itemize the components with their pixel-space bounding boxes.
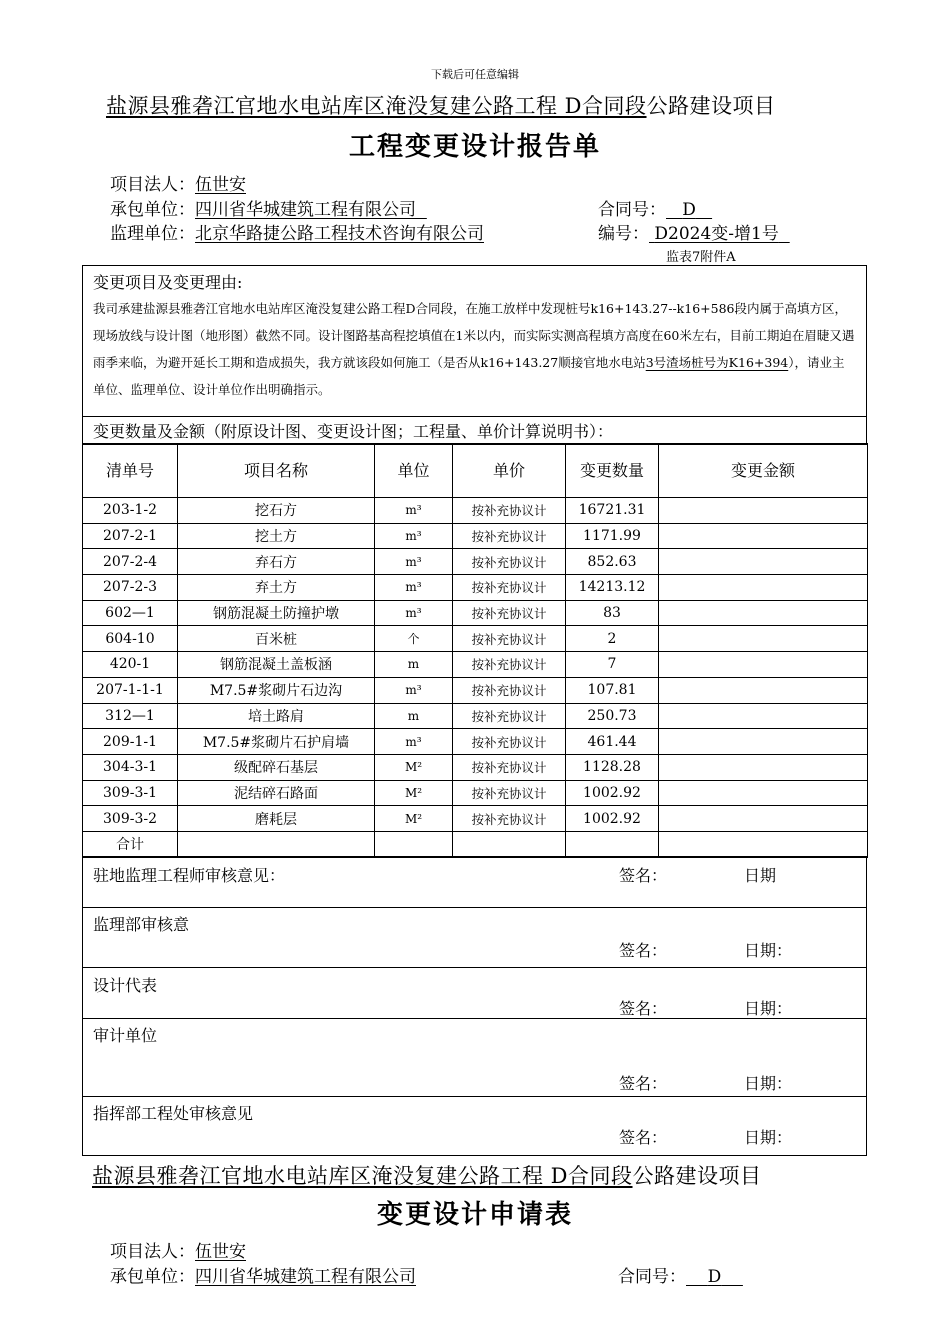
row-quantity: 1171.99 <box>566 523 659 549</box>
row-item-name <box>178 831 375 857</box>
row-amount <box>659 652 868 678</box>
row-code: 207-2-4 <box>83 549 178 575</box>
row-item-name: 泥结碎石路面 <box>178 780 375 806</box>
row-unit-price: 按补充协议计 <box>453 729 566 755</box>
approval-date: 日期： <box>744 941 793 960</box>
row-amount <box>659 626 868 652</box>
table-row <box>83 626 868 652</box>
contractor-label: 承包单位： <box>110 200 195 220</box>
row-amount <box>659 600 868 626</box>
approval-sign: 签名： <box>619 941 668 960</box>
table-row <box>83 780 868 806</box>
row-amount <box>659 754 868 780</box>
approval-date: 日期： <box>744 999 793 1018</box>
row-unit: M² <box>375 780 453 806</box>
row-unit: m <box>375 703 453 729</box>
table-row <box>83 729 868 755</box>
serial-row <box>598 219 790 244</box>
second-form-title: 变更设计申请表 <box>376 1200 573 1230</box>
table-row <box>83 831 868 857</box>
row-amount <box>659 498 868 524</box>
approval-sign: 签名： <box>619 999 668 1018</box>
row-unit-price: 按补充协议计 <box>453 600 566 626</box>
table-row <box>83 754 868 780</box>
row-unit-price: 按补充协议计 <box>453 549 566 575</box>
row-item-name: 钢筋混凝土盖板涵 <box>178 652 375 678</box>
table-row <box>83 575 868 601</box>
approval-label: 设计代表 <box>93 976 158 995</box>
reason-cell <box>83 266 867 417</box>
row-unit-price: 按补充协议计 <box>453 806 566 832</box>
reason-underlined: 3号渣场桩号为K16+394 <box>645 355 789 370</box>
row-unit-price: 按补充协议计 <box>453 703 566 729</box>
col-header-unit: 单位 <box>375 444 453 498</box>
second-contract-no-label: 合同号： <box>618 1267 686 1287</box>
row-code: 312—1 <box>83 703 178 729</box>
approval-design-rep <box>83 968 867 1019</box>
project-title <box>106 90 776 120</box>
table-row <box>83 806 868 832</box>
row-item-name: 弃石方 <box>178 549 375 575</box>
second-contractor-value: 四川省华城建筑工程有限公司 <box>195 1267 416 1287</box>
row-quantity: 1002.92 <box>566 806 659 832</box>
row-quantity <box>566 831 659 857</box>
reason-title: 变更项目及变更理由: <box>93 273 243 292</box>
col-header-quantity: 变更数量 <box>566 444 659 498</box>
col-header-name: 项目名称 <box>178 444 375 498</box>
row-item-name: 磨耗层 <box>178 806 375 832</box>
row-amount <box>659 575 868 601</box>
table-header-row <box>83 444 868 498</box>
row-unit: m³ <box>375 729 453 755</box>
approval-sign: 签名： <box>619 1074 668 1093</box>
approval-command-dept <box>83 1097 867 1156</box>
row-unit: m³ <box>375 677 453 703</box>
table-row <box>83 523 868 549</box>
second-legal-value: 伍世安 <box>195 1242 246 1262</box>
second-legal-label: 项目法人： <box>110 1242 195 1262</box>
table-row <box>83 498 868 524</box>
row-unit: m³ <box>375 600 453 626</box>
project-title-main: 盐源县雅砻江官地水电站库区淹没复建公路工程 D合同段 <box>106 94 647 118</box>
row-unit: m³ <box>375 549 453 575</box>
quantity-header: 变更数量及金额（附原设计图、变更设计图；工程量、单价计算说明书）： <box>83 417 867 445</box>
row-unit: m³ <box>375 523 453 549</box>
row-code: 420-1 <box>83 652 178 678</box>
row-item-name: 级配碎石基层 <box>178 754 375 780</box>
legal-person-row <box>110 170 246 195</box>
second-contractor-label: 承包单位： <box>110 1267 195 1287</box>
row-code: 209-1-1 <box>83 729 178 755</box>
supervisor-row <box>110 219 484 244</box>
row-amount <box>659 677 868 703</box>
row-item-name: 挖土方 <box>178 523 375 549</box>
row-amount <box>659 523 868 549</box>
serial-label: 编号： <box>598 224 649 244</box>
approval-date: 日期： <box>744 1074 793 1093</box>
form-reference: 监表7附件A <box>666 250 736 265</box>
approval-label: 监理部审核意 <box>93 915 190 934</box>
second-contract-no-value: D <box>707 1267 722 1287</box>
row-amount <box>659 831 868 857</box>
project-title-tail: 公路建设项目 <box>646 94 776 118</box>
row-unit <box>375 831 453 857</box>
row-code: 207-2-1 <box>83 523 178 549</box>
approval-sign: 签名： <box>619 866 668 885</box>
row-unit: M² <box>375 806 453 832</box>
table-row <box>83 703 868 729</box>
row-quantity: 83 <box>566 600 659 626</box>
row-quantity: 250.73 <box>566 703 659 729</box>
row-unit-price: 按补充协议计 <box>453 575 566 601</box>
serial-value: D2024变-增1号 <box>654 224 779 244</box>
row-unit: m³ <box>375 498 453 524</box>
row-quantity: 852.63 <box>566 549 659 575</box>
approval-date: 日期： <box>744 1128 793 1147</box>
row-unit-price: 按补充协议计 <box>453 754 566 780</box>
row-quantity: 2 <box>566 626 659 652</box>
row-unit: m³ <box>375 575 453 601</box>
row-unit-price: 按补充协议计 <box>453 780 566 806</box>
header-note: 下载后可任意编辑 <box>431 68 519 81</box>
approval-label: 指挥部工程处审核意见 <box>93 1104 254 1123</box>
reason-table <box>82 265 867 445</box>
row-quantity: 1002.92 <box>566 780 659 806</box>
second-project-title-tail: 公路建设项目 <box>632 1164 762 1188</box>
row-quantity: 7 <box>566 652 659 678</box>
row-item-name: 钢筋混凝土防撞护墩 <box>178 600 375 626</box>
row-unit-price <box>453 831 566 857</box>
row-unit: m <box>375 652 453 678</box>
row-unit-price: 按补充协议计 <box>453 652 566 678</box>
row-code: 207-1-1-1 <box>83 677 178 703</box>
row-amount <box>659 549 868 575</box>
contract-no-value: D <box>682 200 696 220</box>
contractor-value: 四川省华城建筑工程有限公司 <box>195 200 416 220</box>
legal-person-value: 伍世安 <box>195 175 246 195</box>
row-code: 604-10 <box>83 626 178 652</box>
table-row <box>83 600 868 626</box>
row-quantity: 107.81 <box>566 677 659 703</box>
row-quantity: 461.44 <box>566 729 659 755</box>
approval-label: 驻地监理工程师审核意见： <box>93 866 286 885</box>
row-code: 合计 <box>83 831 178 857</box>
row-quantity: 16721.31 <box>566 498 659 524</box>
second-legal-row <box>110 1237 246 1262</box>
row-amount <box>659 703 868 729</box>
approval-date: 日期 <box>744 866 777 885</box>
approval-sign: 签名： <box>619 1128 668 1147</box>
row-item-name: 弃土方 <box>178 575 375 601</box>
table-row <box>83 652 868 678</box>
col-header-code: 清单号 <box>83 444 178 498</box>
row-code: 602—1 <box>83 600 178 626</box>
row-code: 207-2-3 <box>83 575 178 601</box>
contract-no-row <box>598 195 712 220</box>
row-quantity: 1128.28 <box>566 754 659 780</box>
row-unit-price: 按补充协议计 <box>453 677 566 703</box>
row-unit: M² <box>375 754 453 780</box>
col-header-price: 单价 <box>453 444 566 498</box>
supervisor-value: 北京华路捷公路工程技术咨询有限公司 <box>195 224 484 244</box>
approval-supervision-dept <box>83 908 867 968</box>
approval-table <box>82 856 867 1156</box>
quantity-table <box>82 443 868 858</box>
row-amount <box>659 806 868 832</box>
col-header-amount: 变更金额 <box>659 444 868 498</box>
row-unit-price: 按补充协议计 <box>453 626 566 652</box>
contract-no-label: 合同号： <box>598 200 666 220</box>
row-amount <box>659 729 868 755</box>
row-item-name: 培土路肩 <box>178 703 375 729</box>
row-unit-price: 按补充协议计 <box>453 523 566 549</box>
legal-person-label: 项目法人： <box>110 175 195 195</box>
report-title: 工程变更设计报告单 <box>348 132 601 162</box>
row-item-name: M7.5#浆砌片石护肩墙 <box>178 729 375 755</box>
table-row <box>83 549 868 575</box>
row-code: 304-3-1 <box>83 754 178 780</box>
contractor-row <box>110 195 427 220</box>
approval-resident-supervisor <box>83 857 867 908</box>
row-amount <box>659 780 868 806</box>
second-project-title <box>92 1160 762 1190</box>
supervisor-label: 监理单位： <box>110 224 195 244</box>
second-project-title-main: 盐源县雅砻江官地水电站库区淹没复建公路工程 D合同段 <box>92 1164 633 1188</box>
row-code: 309-3-1 <box>83 780 178 806</box>
second-contractor-row <box>110 1262 416 1287</box>
row-unit-price: 按补充协议计 <box>453 498 566 524</box>
row-unit: 个 <box>375 626 453 652</box>
row-quantity: 14213.12 <box>566 575 659 601</box>
row-code: 203-1-2 <box>83 498 178 524</box>
approval-label: 审计单位 <box>93 1026 158 1045</box>
row-item-name: 百米桩 <box>178 626 375 652</box>
row-item-name: 挖石方 <box>178 498 375 524</box>
reason-text: 我司承建盐源县雅砻江官地水电站库区淹没复建公路工程D合同段，在施工放样中发现桩号k16+143.27--k16+586段内属于高填方区，现场放线与设计图（地形图）截然不同。设计图路基高程挖填值在1米以内，而实际实测高程填方高度在60米左右，目前工期迫在眉睫又遇雨季来临，为避开延长工期和造成损失，我方就该段如何施工（是否从k16+143.27顺接官地水电站3号渣场桩号为K16+394），请业主单位、监理单位、设计单位作出明确指示。 <box>93 301 855 397</box>
row-item-name: M7.5#浆砌片石边沟 <box>178 677 375 703</box>
approval-audit <box>83 1019 867 1097</box>
table-row <box>83 677 868 703</box>
second-contract-no-row <box>618 1262 743 1287</box>
row-code: 309-3-2 <box>83 806 178 832</box>
